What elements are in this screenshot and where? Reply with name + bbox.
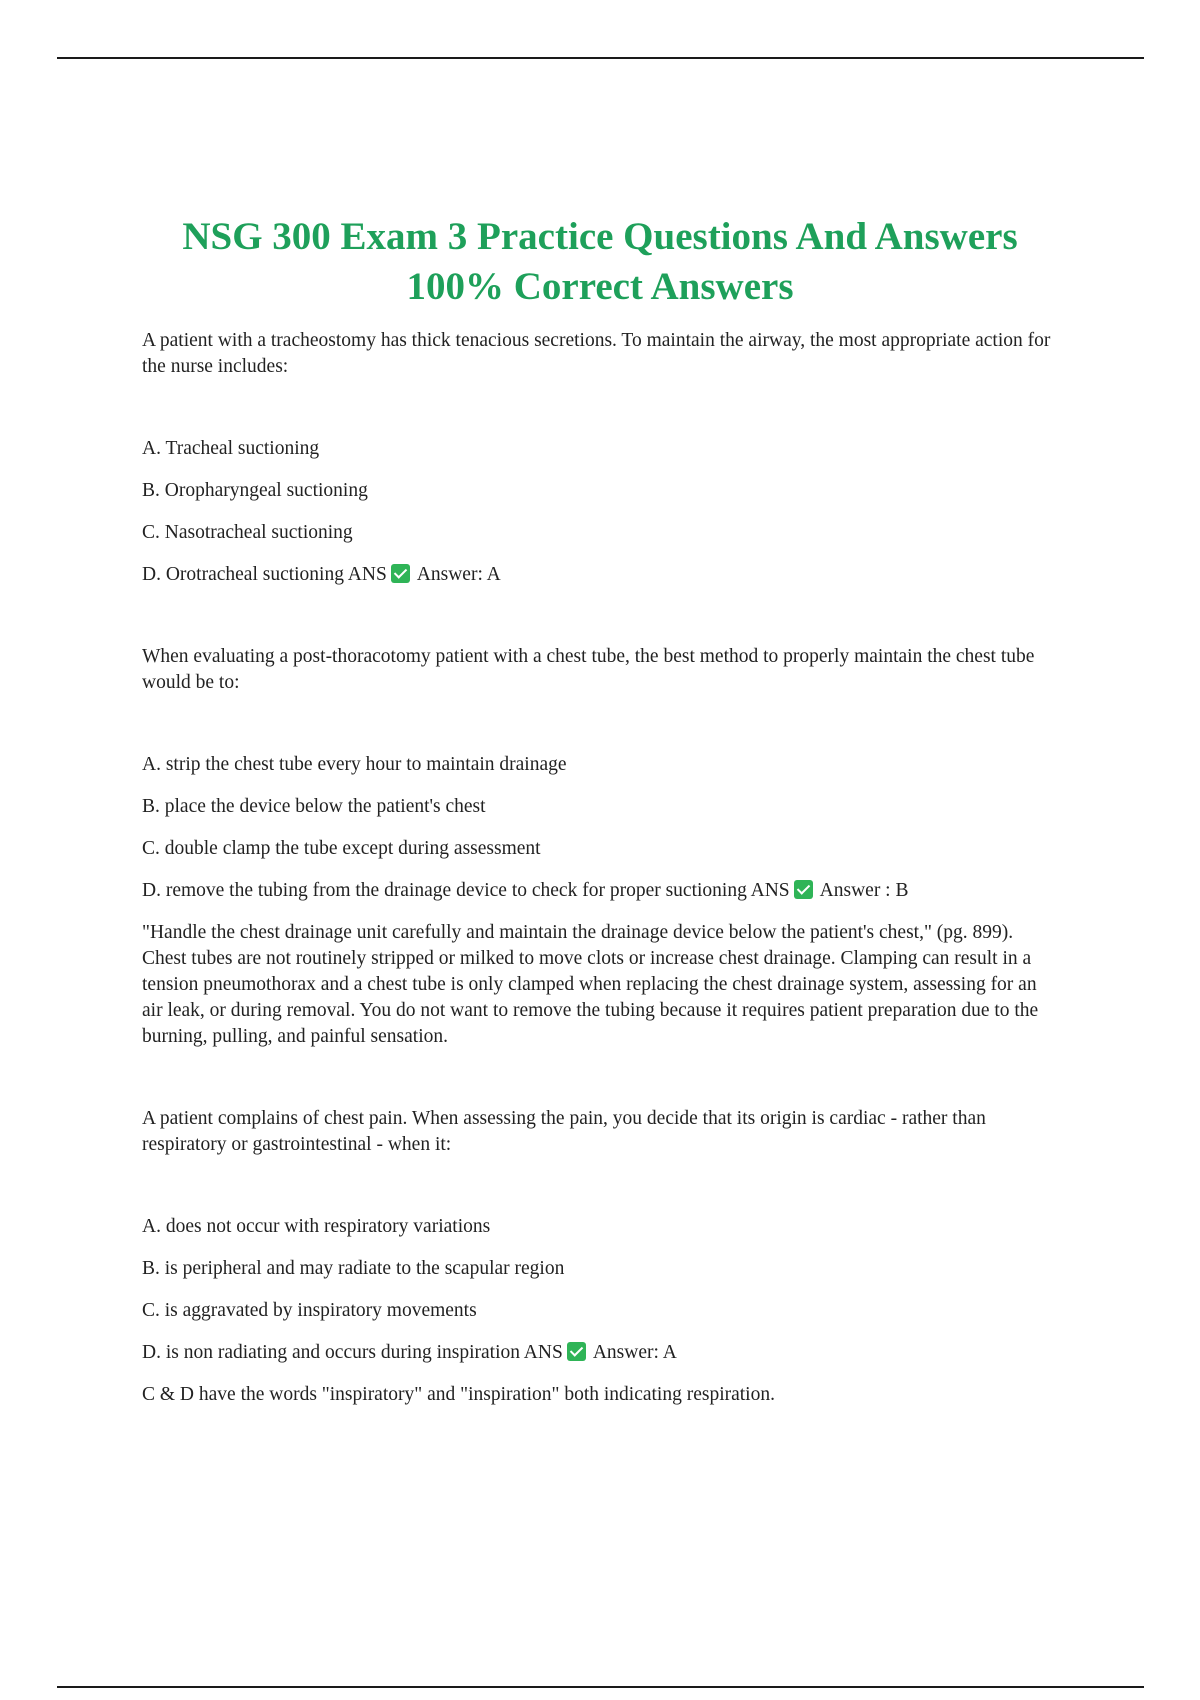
check-mark-icon xyxy=(794,880,813,899)
title-line-1: NSG 300 Exam 3 Practice Questions And Answers xyxy=(182,215,1018,258)
option-d xyxy=(142,878,1058,920)
option-a: A. strip the chest tube every hour to maintain drainage xyxy=(142,754,567,775)
question-text: When evaluating a post-thoracotomy patient with a chest tube, the best method to properly maintain the chest tube would be to: xyxy=(142,646,1035,693)
option-c: C. double clamp the tube except during assessment xyxy=(142,838,541,859)
questions-content xyxy=(142,328,1058,1408)
option-d-text: D. is non radiating and occurs during inspiration ANS xyxy=(142,1342,563,1363)
option-list xyxy=(142,1214,1058,1382)
question-text: A patient complains of chest pain. When assessing the pain, you decide that its origin is cardiac - rather than respiratory or gastrointestinal - when it: xyxy=(142,1108,986,1155)
option-list xyxy=(142,752,1058,920)
bottom-divider xyxy=(57,1686,1144,1688)
answer-text: Answer: A xyxy=(416,564,501,585)
answer-text: Answer: A xyxy=(592,1342,677,1363)
top-divider xyxy=(57,57,1144,59)
document-title xyxy=(140,212,1060,312)
explanation-text: "Handle the chest drainage unit carefully and maintain the drainage device below the patient's chest," (pg. 899). Chest tubes are not routinely stripped or milked to move clots or increase chest drainage. Clamping can result in a tension pneumothorax and a chest tube is only clamped when replacing the chest drainage system, assessing for an air leak, or during removal. You do not want to remove the tubing because it requires patient preparation due to the burning, pulling, and painful sensation. xyxy=(142,922,1039,1047)
explanation-text: C & D have the words "inspiratory" and "inspiration" both indicating respiration. xyxy=(142,1384,775,1405)
question-block-3 xyxy=(142,1106,1058,1408)
check-mark-icon xyxy=(391,564,410,583)
option-list xyxy=(142,436,1058,604)
option-c: C. is aggravated by inspiratory movements xyxy=(142,1300,477,1321)
check-mark-icon xyxy=(567,1342,586,1361)
option-d-text: D. remove the tubing from the drainage device to check for proper suctioning ANS xyxy=(142,880,790,901)
question-block-1 xyxy=(142,328,1058,604)
option-c: C. Nasotracheal suctioning xyxy=(142,522,353,543)
option-b: B. is peripheral and may radiate to the scapular region xyxy=(142,1258,565,1279)
title-line-2: 100% Correct Answers xyxy=(406,265,794,308)
option-b: B. Oropharyngeal suctioning xyxy=(142,480,368,501)
question-text: A patient with a tracheostomy has thick tenacious secretions. To maintain the airway, the most appropriate action for the nurse includes: xyxy=(142,330,1051,377)
answer-text: Answer : B xyxy=(819,880,909,901)
question-block-2 xyxy=(142,644,1058,1050)
option-a: A. does not occur with respiratory variations xyxy=(142,1216,491,1237)
option-b: B. place the device below the patient's chest xyxy=(142,796,486,817)
option-a: A. Tracheal suctioning xyxy=(142,438,320,459)
option-d xyxy=(142,1340,1058,1382)
option-d-text: D. Orotracheal suctioning ANS xyxy=(142,564,387,585)
option-d xyxy=(142,562,1058,604)
